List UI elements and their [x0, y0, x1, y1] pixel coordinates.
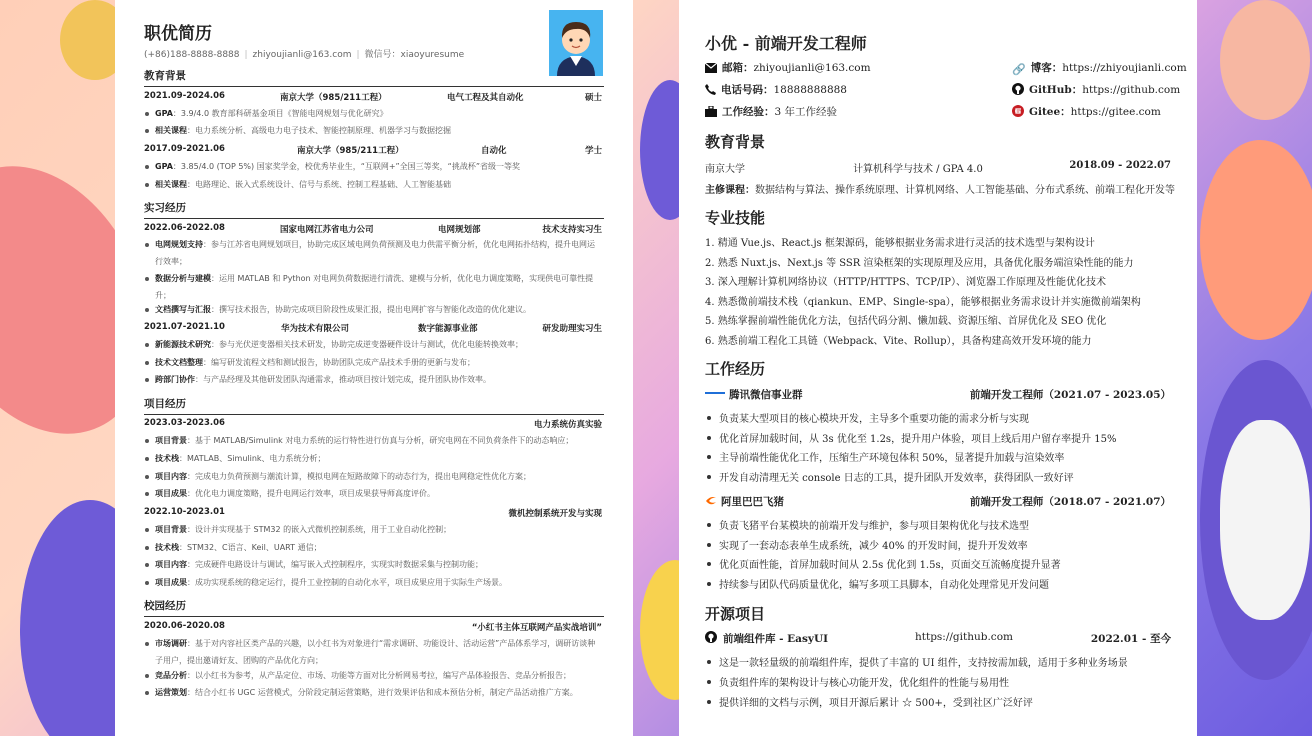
section-skills: 专业技能 [705, 209, 766, 227]
wechat: 微信号：xiaoyuresume [364, 50, 465, 60]
bullet: 相关课程：电路理论、嵌入式系统设计、信号与系统、控制工程基础、人工智能基础 [155, 177, 601, 194]
bullet: 负责组件库的架构设计与核心功能开发，优化组件的性能与易用性 [719, 674, 1009, 689]
bullet: 负责某大型项目的核心模块开发，主导多个重要功能的需求分析与实现 [719, 410, 1029, 425]
work-row: 阿里巴巴飞猪 前端开发工程师（2018.07 - 2021.07） [705, 494, 1171, 508]
decor-figure [1220, 420, 1310, 620]
section-internship: 实习经历 [144, 200, 604, 219]
bullet: 市场调研：基于对内容社区类产品的兴趣，以小红书为对象进行“需求调研、功能设计、活动运营”产品体系学习，调研访谈种子用户，提出邀请好友、团购的产品优化方向； [155, 636, 601, 669]
bullet: 文档撰写与汇报：撰写技术报告，协助完成项目阶段性成果汇报，提出电网扩容与智能化改造的优化建议。 [155, 302, 601, 319]
bullet: GPA：3.9/4.0 教育部科研基金项目《智能电网规划与优化研究》 [155, 106, 601, 123]
project-row: 2022.10-2023.01 微机控制系统开发与实现 [144, 507, 602, 519]
avatar [549, 10, 603, 76]
github-icon [1012, 83, 1024, 95]
info-email: 邮箱：zhiyoujianli@163.com [705, 60, 871, 75]
skill-item: 6. 熟悉前端工程化工具链（Webpack、Vite、Rollup），具备构建高效开发环境的能力 [705, 336, 1092, 347]
github-icon [705, 631, 717, 646]
blog-link[interactable]: https://zhiyoujianli.com [1062, 62, 1187, 74]
bullet: 相关课程：电力系统分析、高级电力电子技术、智能控制原理、机器学习与数据挖掘 [155, 123, 601, 140]
info-gitee: Gitee：https://gitee.com [1012, 104, 1161, 119]
bullet: 项目内容：完成电力负荷预测与潮流计算，模拟电网在短路故障下的动态行为，提出电网稳定性优化方案； [155, 469, 601, 486]
bullet: 项目内容：完成硬件电路设计与调试，编写嵌入式控制程序，实现实时数据采集与控制功能； [155, 557, 601, 574]
tencent-logo-icon [705, 387, 725, 399]
work-row: 腾讯微信事业群 前端开发工程师（2021.07 - 2023.05） [705, 387, 1171, 401]
edu-courses: 主修课程：数据结构与算法、操作系统原理、计算机网络、人工智能基础、分布式系统、前端工程化开发等 [705, 185, 1175, 196]
project-row: 2023.03-2023.06 电力系统仿真实验 [144, 418, 602, 430]
info-phone: 电话号码：18888888888 [705, 82, 847, 97]
phone: (+86)188-8888-8888 [144, 50, 240, 60]
section-work: 工作经历 [705, 360, 766, 378]
info-blog: 🔗 博客：https://zhiyoujianli.com [1012, 62, 1187, 76]
bullet: GPA：3.85/4.0 (TOP 5%) 国家奖学金，校优秀毕业生，“互联网+”全国三等奖，“挑战杯”省级一等奖 [155, 159, 601, 176]
github-link[interactable]: https://github.com [1082, 84, 1181, 96]
bullet: 优化首屏加载时间，从 3s 优化至 1.2s，提升用户体验，项目上线后用户留存率提升 15% [719, 430, 1116, 445]
bullet: 项目成果：成功实现系统的稳定运行，提升工业控制的自动化水平，项目成果应用于实际生产场景。 [155, 575, 601, 592]
alibaba-logo-icon [705, 494, 717, 509]
bullet: 提供详细的文档与示例，项目开源后累计 ☆ 500+，受到社区广泛好评 [719, 694, 1033, 709]
resume-page-left [115, 0, 633, 736]
job-row: 2021.07-2021.10 华为技术有限公司 数字能源事业部 研发助理实习生 [144, 322, 602, 334]
edu-row: 2021.09-2024.06 南京大学（985/211工程） 电气工程及其自动化 硕士 [144, 91, 602, 103]
oss-link[interactable]: https://github.com [915, 631, 1013, 643]
section-campus: 校园经历 [144, 598, 604, 617]
bullet: 这是一款轻量级的前端组件库，提供了丰富的 UI 组件，支持按需加载，适用于多种业务场景 [719, 654, 1128, 669]
skill-item: 4. 熟悉微前端技术栈（qiankun、EMP、Single-spa），能够根据业务需求设计并实施微前端架构 [705, 297, 1141, 308]
bullet: 技术栈：STM32、C语言、Keil、UART 通信； [155, 540, 601, 557]
resume-title: 职优简历 [144, 24, 212, 44]
resume-page-right: 小优 - 前端开发工程师 邮箱：zhiyoujianli@163.com 🔗 博客：https://zhiyoujianli.com 电话号码：18888888888 GitHub：https://github.com 工作经验：3 年工作经验 Gitee：https://gitee.com 教育背景 南京大学 计算机科学与技术 / GPA 4.0 2018.09 - 2022.07 主修课程：数据结构与算法、操作系统原理、计算机网络、人工智能基础、分布式系统、前端工程化开发等 专业技能 1. 精通 Vue.js、React.js 框架源码，能够根据业务需求进行灵活的技术选型与架构设计 2. 熟悉 Nuxt.js、Next.js 等 SSR 渲染框架的实现原理及应用，具备优化服务端渲染性能的能力 3. 深入理解计算机网络协议（HTTP/HTTPS、TCP/IP）、浏览器工作原理及性能优化技术 4. 熟悉微前端技术栈（qiankun、EMP、Single-spa），能够根据业务需求设计并实施微前端架构 5. 熟练掌握前端性能优化方法，包括代码分割、懒加载、资源压缩、首屏优化及 SEO 优化 6. 熟悉前端工程化工具链（Webpack、Vite、Rollup），具备构建高效开发环境的能力 工作经历 腾讯微信事业群 前端开发工程师（2021.07 - 2023.05） 负责某大型项目的核心模块开发，主导多个重要功能的需求分析与实现 优化首屏加载时间，从 3s 优化至 1.2s，提升用户体验，项目上线后用户留存率提升 15% 主导前端性能优化工作，压缩生产环境包体积 50%，显著提升加载与渲染效率 开发自动清理无关 console 日志的工具，提升团队开发效率，获得团队一致好评 阿里巴巴飞猪 前端开发工程师（2018.07 - 2021.07） 负责飞猪平台某模块的前端开发与维护，参与项目架构优化与技术选型 实现了一套动态表单生成系统，减少 40% 的开发时间，提升开发效率 优化页面性能，首屏加载时间从 2.5s 优化到 1.5s，页面交互流畅度提升显著 持续参与团队代码质量优化，编写多项工具脚本，自动化处理常见开发问题 开源项目 前端组件库 - EasyUI https://github.com 2022.01 - 至今 这是一款轻量级的前端组件库，提供了丰富的 UI 组件，支持按需加载，适用于多种业务场景 负责组件库的架构设计与核心功能开发，优化组件的性能与易用性 提供详细的文档与示例，项目开源后累计 ☆ 500+，受到社区广泛好评 [679, 0, 1197, 736]
skill-item: 1. 精通 Vue.js、React.js 框架源码，能够根据业务需求进行灵活的技术选型与架构设计 [705, 238, 1095, 249]
bullet: 新能源技术研究：参与光伏逆变器相关技术研发，协助完成逆变器硬件设计与测试，优化电能转换效率； [155, 337, 601, 354]
decor-leaf [1200, 140, 1312, 340]
phone-icon [705, 84, 716, 95]
bullet: 主导前端性能优化工作，压缩生产环境包体积 50%，显著提升加载与渲染效率 [719, 449, 1064, 464]
bullet: 技术文档整理：编写研发流程文档和测试报告，协助团队完成产品技术手册的更新与发布； [155, 355, 601, 372]
bullet: 项目背景：设计并实现基于 STM32 的嵌入式微机控制系统，用于工业自动化控制； [155, 522, 601, 539]
job-row: 2022.06-2022.08 国家电网江苏省电力公司 电网规划部 技术支持实习生 [144, 223, 602, 235]
bullet: 运营策划：结合小红书 UGC 运营模式，分阶段定制运营策略，进行效果评估和成本预估分析，制定产品活动推广方案。 [155, 685, 601, 702]
edu-row: 2017.09-2021.06 南京大学（985/211工程） 自动化 学士 [144, 144, 602, 156]
skill-item: 3. 深入理解计算机网络协议（HTTP/HTTPS、TCP/IP）、浏览器工作原理及性能优化技术 [705, 277, 1106, 288]
bullet: 数据分析与建模：运用 MATLAB 和 Python 对电网负荷数据进行清洗、建模与分析，优化电力调度策略，实现供电可靠性提升； [155, 271, 601, 304]
contact-line: (+86)188-8888-8888 | zhiyoujianli@163.com | 微信号：xiaoyuresume [144, 50, 465, 60]
mail-icon [705, 63, 717, 73]
info-github: GitHub：https://github.com [1012, 82, 1180, 97]
bullet: 项目成果：优化电力调度策略，提升电网运行效率，项目成果获导师高度评价。 [155, 486, 601, 503]
bullet: 负责飞猪平台某模块的前端开发与维护，参与项目架构优化与技术选型 [719, 517, 1029, 532]
briefcase-icon [705, 106, 717, 117]
decor-blob [1220, 0, 1310, 120]
bullet: 实现了一套动态表单生成系统，减少 40% 的开发时间，提升开发效率 [719, 537, 1028, 552]
resume-title: 小优 - 前端开发工程师 [705, 34, 867, 53]
gitee-link[interactable]: https://gitee.com [1070, 106, 1161, 118]
campus-row: 2020.06-2020.08 “小红书主体互联网产品实战培训” [144, 621, 602, 633]
bullet: 跨部门协作：与产品经理及其他研发团队沟通需求，推动项目按计划完成，提升团队协作效率。 [155, 372, 601, 389]
skill-item: 5. 熟练掌握前端性能优化方法，包括代码分割、懒加载、资源压缩、首屏优化及 SEO 优化 [705, 316, 1107, 327]
skill-item: 2. 熟悉 Nuxt.js、Next.js 等 SSR 渲染框架的实现原理及应用，具备优化服务端渲染性能的能力 [705, 258, 1134, 269]
section-open-source: 开源项目 [705, 605, 766, 623]
bullet: 项目背景：基于 MATLAB/Simulink 对电力系统的运行特性进行仿真与分析，研究电网在不同负荷条件下的动态响应； [155, 433, 601, 450]
bullet: 优化页面性能，首屏加载时间从 2.5s 优化到 1.5s，页面交互流畅度提升显著 [719, 556, 1061, 571]
link-icon: 🔗 [1012, 63, 1026, 76]
email: zhiyoujianli@163.com [252, 50, 352, 60]
info-experience: 工作经验：3 年工作经验 [705, 104, 837, 119]
bullet: 持续参与团队代码质量优化，编写多项工具脚本，自动化处理常见开发问题 [719, 576, 1049, 591]
bullet: 电网规划支持：参与江苏省电网规划项目，协助完成区域电网负荷预测及电力供需平衡分析，优化电网拓扑结构，提升电网运行效率； [155, 237, 601, 270]
bullet: 技术栈：MATLAB、Simulink、电力系统分析； [155, 451, 601, 468]
gitee-icon [1012, 105, 1024, 117]
bullet: 开发自动清理无关 console 日志的工具，提升团队开发效率，获得团队一致好评 [719, 469, 1074, 484]
section-education: 教育背景 [144, 68, 604, 87]
oss-row: 前端组件库 - EasyUI https://github.com 2022.01 - 至今 [705, 631, 1171, 645]
bullet: 竞品分析：以小红书为参考，从产品定位、市场、功能等方面对比分析网易考拉，编写产品体验报告、竞品分析报告； [155, 668, 601, 685]
section-projects: 项目经历 [144, 396, 604, 415]
section-education: 教育背景 [705, 133, 766, 151]
